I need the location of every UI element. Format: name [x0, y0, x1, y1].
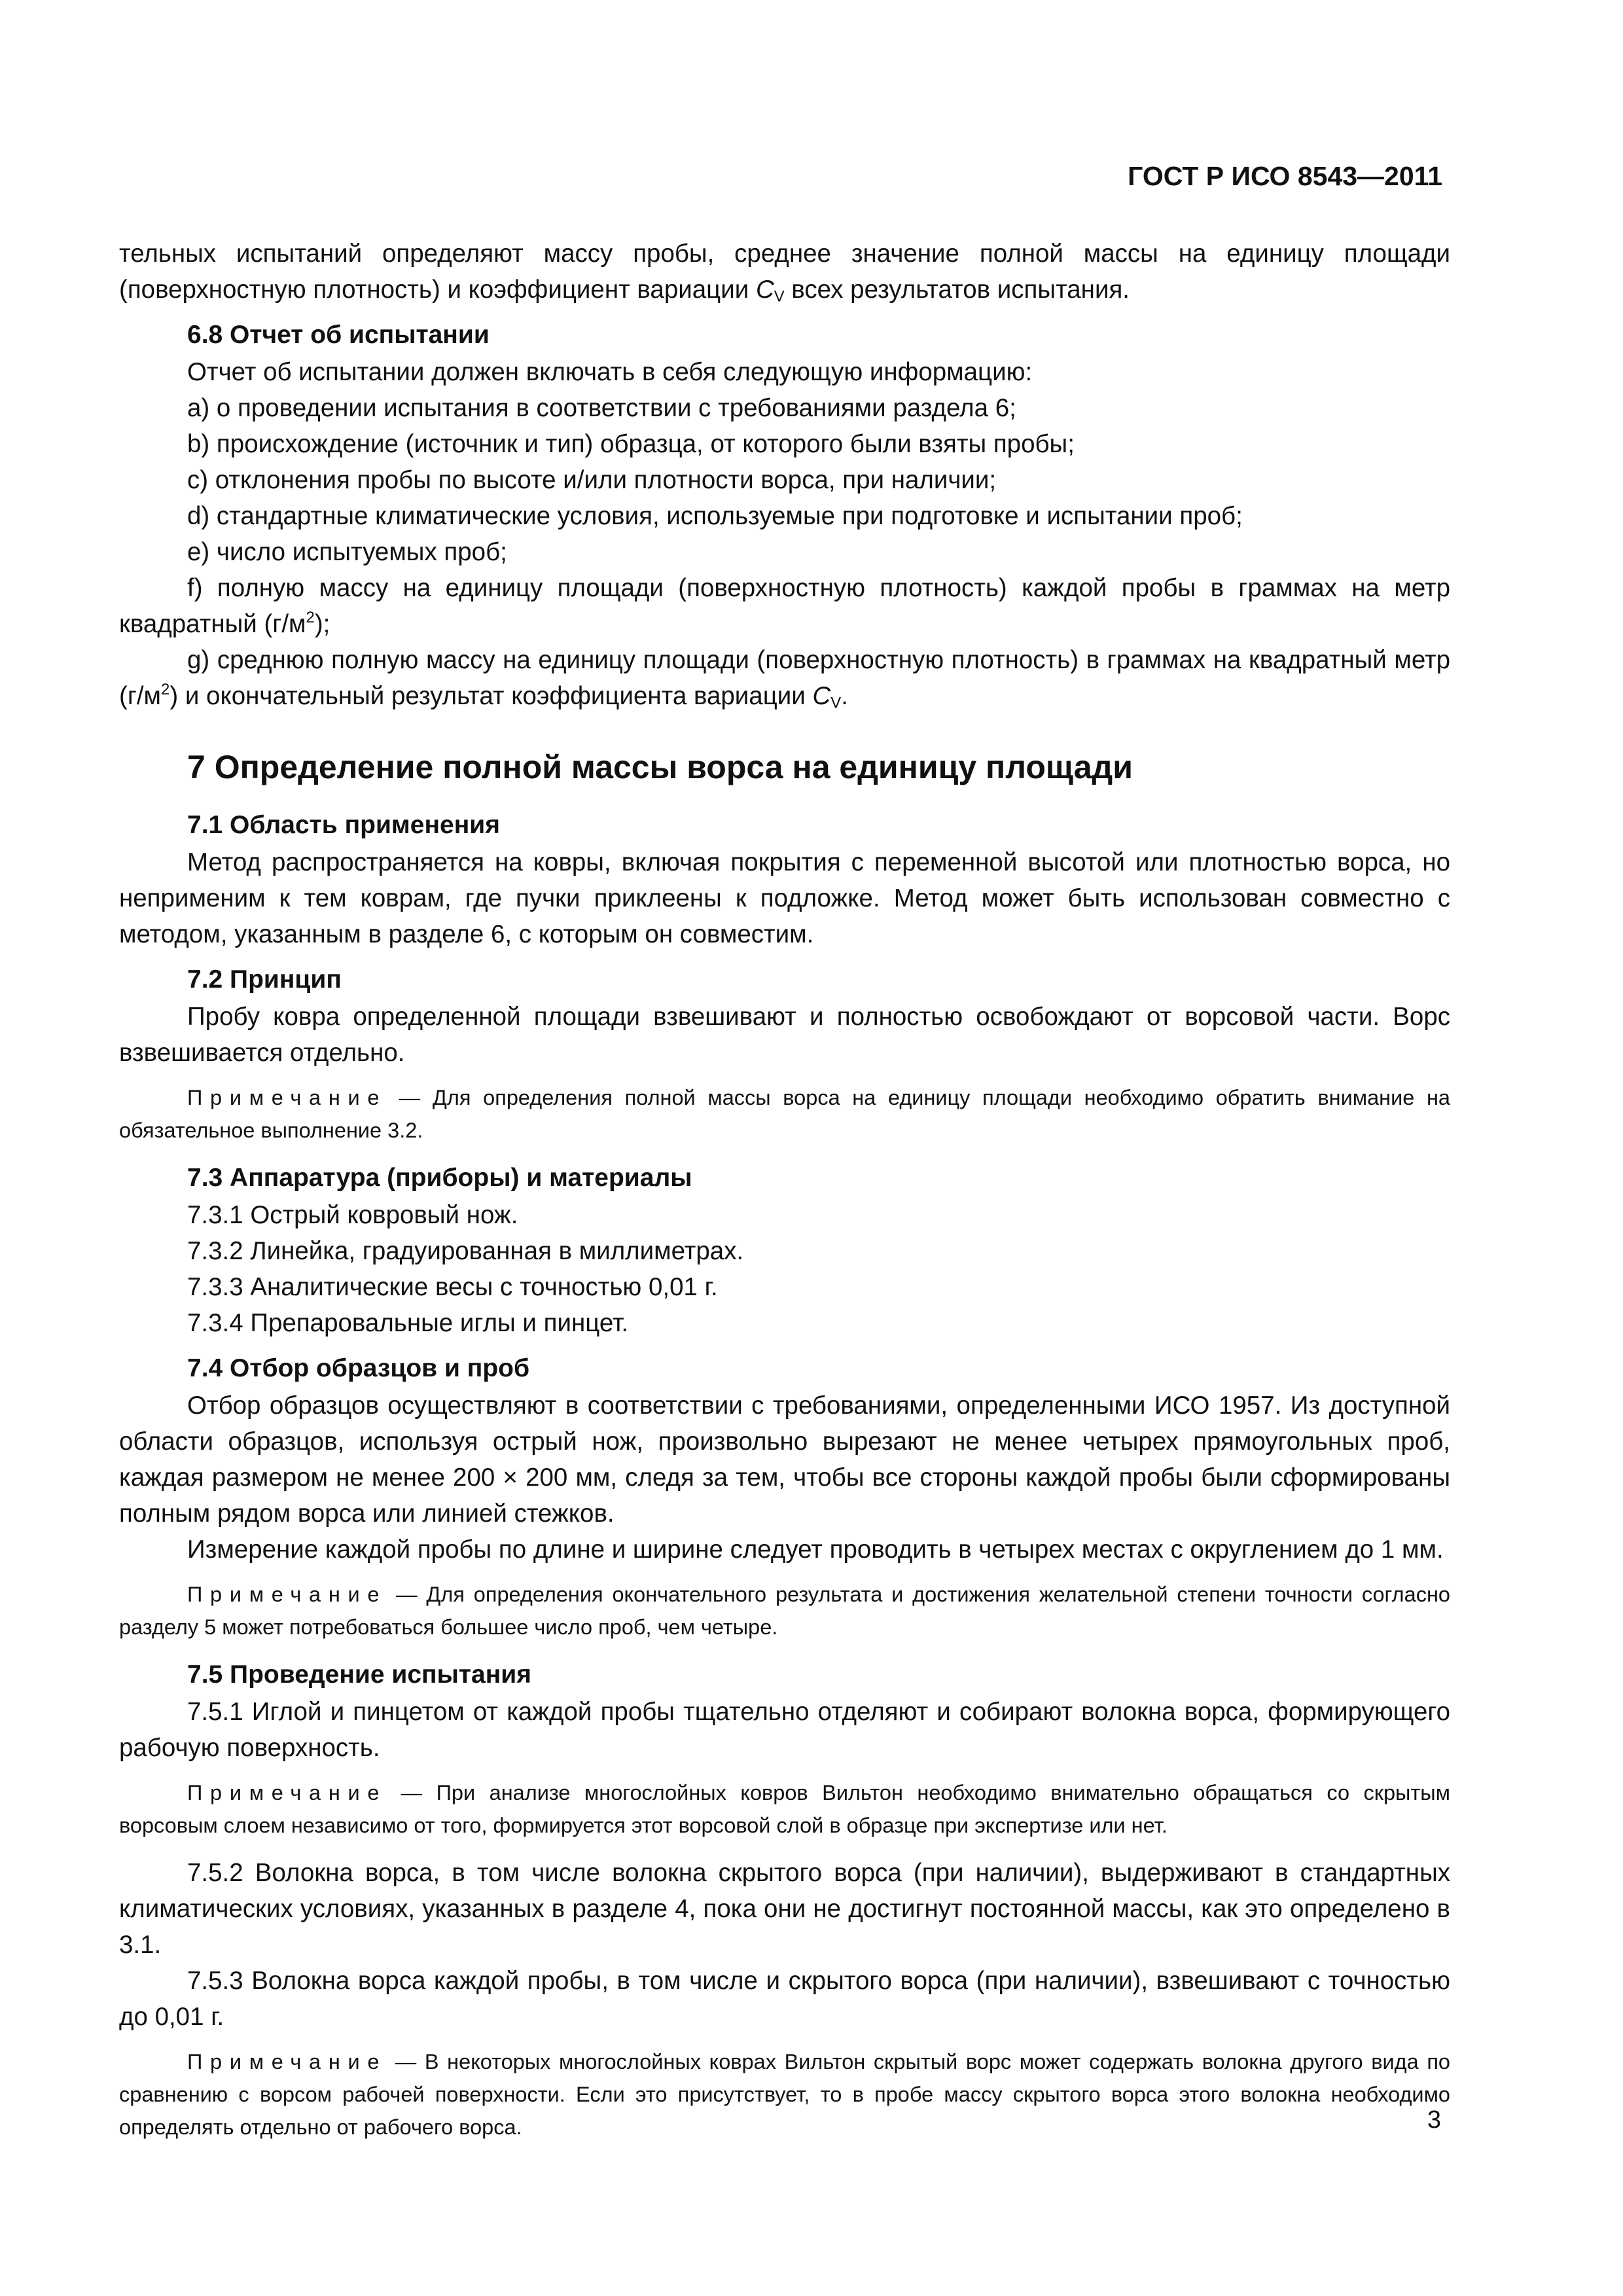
report-item-d: d) стандартные климатические условия, используемые при подготовке и испытании проб;	[187, 502, 1243, 530]
section-7-2-note: Примечание — Для определения полной массы ворса на единицу площади необходимо обратить внимание на обязательное выполнение 3.2.	[119, 1086, 1450, 1142]
section-7-1-text: Метод распространяется на ковры, включая покрытия с переменной высотой или плотностью ворса, но неприменим к тем коврам, где пучки приклеены к подложке. Метод может быть использован совместно с методом, указанным в разделе 6, с которым он совместим.	[119, 848, 1450, 948]
page-number: 3	[1427, 2106, 1441, 2134]
note-label: Примечание	[187, 1583, 387, 1606]
note-label: Примечание	[187, 2050, 387, 2073]
report-item-f: f) полную массу на единицу площади (поверхностную плотность) каждой пробы в граммах на метр квадратный $(г/м^2)$;	[119, 574, 1450, 638]
apparatus-item-1: 7.3.1 Острый ковровый нож.	[187, 1201, 518, 1229]
section-7-3-heading: 7.3 Аппаратура (приборы) и материалы	[187, 1164, 692, 1192]
apparatus-item-4: 7.3.4 Препаровальные иглы и пинцет.	[187, 1309, 629, 1337]
section-7-4-note: Примечание — Для определения окончательного результата и достижения желательной степени точности согласно разделу 5 может потребоваться большее число проб, чем четыре.	[119, 1583, 1450, 1639]
section-7-4-paragraph-2: Измерение каждой пробы по длине и ширине следует проводить в четырех местах с округлением до 1 мм.	[187, 1535, 1444, 1564]
report-item-e: e) число испытуемых проб;	[187, 538, 507, 566]
section-6-8-intro: Отчет об испытании должен включать в себя следующую информацию:	[187, 358, 1033, 386]
section-7-5-note-1: Примечание — При анализе многослойных ковров Вильтон необходимо внимательно обращаться со скрытым ворсовым слоем независимо от того, формируется этот ворсовой слой в образце при экспертизе или нет.	[119, 1781, 1450, 1837]
section-7-5-3-text: 7.5.3 Волокна ворса каждой пробы, в том числе и скрытого ворса (при наличии), взвешивают с точностью до 0,01 г.	[119, 1967, 1450, 2031]
document-header: ГОСТ Р ИСО 8543—2011	[1128, 161, 1442, 191]
report-item-b: b) происхождение (источник и тип) образца, от которого были взяты пробы;	[187, 430, 1075, 458]
apparatus-item-2: 7.3.2 Линейка, градуированная в миллиметрах.	[187, 1237, 744, 1265]
section-7-2-heading: 7.2 Принцип	[187, 965, 342, 994]
apparatus-item-3: 7.3.3 Аналитические весы с точностью 0,01 г.	[187, 1273, 718, 1301]
note-label: Примечание	[187, 1781, 387, 1804]
report-item-c: c) отклонения пробы по высоте и/или плотности ворса, при наличии;	[187, 466, 997, 494]
section-7-heading: 7 Определение полной массы ворса на единицу площади	[187, 749, 1133, 785]
section-6-8-heading: 6.8 Отчет об испытании	[187, 321, 490, 349]
section-7-4-heading: 7.4 Отбор образцов и проб	[187, 1354, 530, 1382]
section-7-1-heading: 7.1 Область применения	[187, 811, 500, 839]
report-item-g: g) среднюю полную массу на единицу площади (поверхностную плотность) в граммах на квадратный метр $(г/м^2)$ и окончательный результат коэффициента вариации $C_V$.	[119, 646, 1450, 712]
document-body	[119, 236, 1450, 2157]
section-7-5-heading: 7.5 Проведение испытания	[187, 1660, 531, 1689]
intro-paragraph: тельных испытаний определяют массу пробы, среднее значение полной массы на единицу площади (поверхностную плотность) и коэффициент вариации $C_V$ всех результатов испытания.	[119, 240, 1450, 306]
section-7-2-text: Пробу ковра определенной площади взвешивают и полностью освобождают от ворсовой части. Ворс взвешивается отдельно.	[119, 1003, 1450, 1067]
report-item-a: a) о проведении испытания в соответствии с требованиями раздела 6;	[187, 394, 1016, 422]
section-7-5-2-text: 7.5.2 Волокна ворса, в том числе волокна скрытого ворса (при наличии), выдерживают в стандартных климатических условиях, указанных в разделе 4, пока они не достигнут постоянной массы, как это определено в 3.1.	[119, 1859, 1450, 1959]
section-7-4-paragraph-1: Отбор образцов осуществляют в соответствии с требованиями, определенными ИСО 1957. Из доступной области образцов, используя острый нож, произвольно вырезают не менее четырех прямоугольных проб, каждая размером не менее 200 × 200 мм, следя за тем, чтобы все стороны каждой пробы были сформированы полным рядом ворса или линией стежков.	[119, 1391, 1450, 1528]
section-7-5-note-2: Примечание — В некоторых многослойных коврах Вильтон скрытый ворс может содержать волокна другого вида по сравнению с ворсом рабочей поверхности. Если это присутствует, то в пробе массу скрытого ворса этого волокна необходимо определять отдельно от рабочего ворса.	[119, 2050, 1450, 2139]
section-7-5-1-text: 7.5.1 Иглой и пинцетом от каждой пробы тщательно отделяют и собирают волокна ворса, формирующего рабочую поверхность.	[119, 1698, 1450, 1762]
note-label: Примечание	[187, 1086, 387, 1109]
